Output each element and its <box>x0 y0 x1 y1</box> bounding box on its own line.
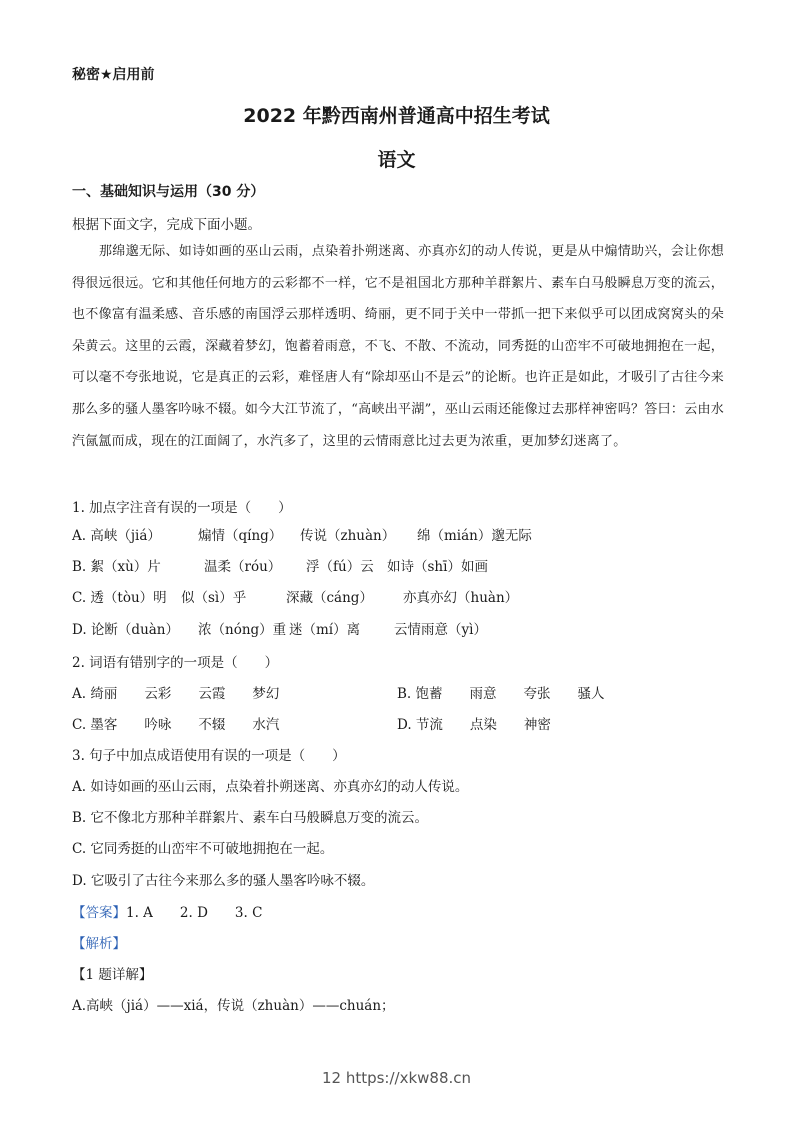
subject-title: 语文 <box>377 149 416 171</box>
q1-c-1: C. 透（tòu）明 <box>72 590 167 606</box>
q1-b-1: B. 絮（xù）片 <box>72 559 161 575</box>
section-heading: 一、基础知识与运用（30 分） <box>72 184 265 200</box>
q1-a-1: A. 高峡（jiá） <box>72 528 161 544</box>
q1-d-4: 云情雨意（yì） <box>394 622 487 638</box>
q2-option-b: B. 饱蓄 雨意 夸张 骚人 <box>397 686 605 702</box>
answer-values: 1. A 2. D 3. C <box>126 905 263 921</box>
q1-d-2: 浓（nóng）重 <box>198 622 287 638</box>
q1-d-1: D. 论断（duàn） <box>72 622 180 638</box>
q2-stem: 2. 词语有错别字的一项是（ ） <box>72 655 279 671</box>
q1-b-3: 浮（fú）云 <box>306 559 374 575</box>
q1-a-2: 煽情（qíng） <box>198 528 283 544</box>
q1-analysis-heading: 【1 题详解】 <box>72 967 153 983</box>
page-footer: 12 https://xkw88.cn <box>321 1069 472 1087</box>
exam-title: 2022 年黔西南州普通高中招生考试 <box>243 105 550 127</box>
answer-label: 【答案】 <box>72 905 126 921</box>
q1-analysis-line: A.高峡（jiá）——xiá，传说（zhuàn）——chuán； <box>72 998 395 1014</box>
instruction: 根据下面文字，完成下面小题。 <box>72 217 261 233</box>
q3-option-c: C. 它同秀挺的山峦牢不可破地拥抱在一起。 <box>72 841 334 857</box>
q1-c-3: 深藏（cáng） <box>286 590 373 606</box>
q1-c-2: 似（sì）乎 <box>181 590 247 606</box>
analysis-label: 【解析】 <box>72 936 126 952</box>
q3-stem: 3. 句子中加点成语使用有误的一项是（ ） <box>72 748 346 764</box>
q1-d-3: 迷（mí）离 <box>289 622 361 638</box>
q1-a-4: 绵（mián）邈无际 <box>417 528 532 544</box>
q2-option-c: C. 墨客 吟咏 不辍 水汽 <box>72 717 280 733</box>
q2-option-a: A. 绮丽 云彩 云霞 梦幻 <box>72 686 280 702</box>
reading-passage: 那绵邈无际、如诗如画的巫山云雨，点染着扑朔迷离、亦真亦幻的动人传说，更是从中煽情助兴，会让你想得很远很远。它和其他任何地方的云彩都不一样，它不是祖国北方那种羊群絮片、素车白马般瞬息万变的流云，也不像富有温柔感、音乐感的南国浮云那样透明、绮丽，更不同于关中一带抓一把下来似乎可以团成窝窝头的朵朵黄云。这里的云霞，深藏着梦幻，饱蓄着雨意，不飞、不散、不流动，同秀挺的山峦牢不可破地拥抱在一起，可以毫不夸张地说，它是真正的云彩，难怪唐人有“除却巫山不是云”的论断。也许正是如此，才吸引了古往今来那么多的骚人墨客吟咏不辍。如今大江节流了，“高峡出平湖”，巫山云雨还能像过去那样神密吗？答曰：云由水汽氤氲而成，现在的江面阔了，水汽多了，这里的云情雨意比过去更为浓重，更加梦幻迷离了。 <box>72 244 724 449</box>
q1-a-3: 传说（zhuàn） <box>300 528 396 544</box>
q1-c-4: 亦真亦幻（huàn） <box>403 590 519 606</box>
q3-option-d: D. 它吸引了古往今来那么多的骚人墨客吟咏不辍。 <box>72 873 375 889</box>
q3-option-b: B. 它不像北方那种羊群絮片、素车白马般瞬息万变的流云。 <box>72 810 429 826</box>
q1-b-4: 如诗（shī）如画 <box>387 559 488 575</box>
secret-mark: 秘密★启用前 <box>72 67 155 83</box>
q2-option-d: D. 节流 点染 神密 <box>397 717 551 733</box>
answer-line <box>72 901 262 921</box>
q1-stem: 1. 加点字注音有误的一项是（ ） <box>72 500 292 516</box>
q3-option-a: A. 如诗如画的巫山云雨，点染着扑朔迷离、亦真亦幻的动人传说。 <box>72 779 469 795</box>
q1-b-2: 温柔（róu） <box>204 559 282 575</box>
